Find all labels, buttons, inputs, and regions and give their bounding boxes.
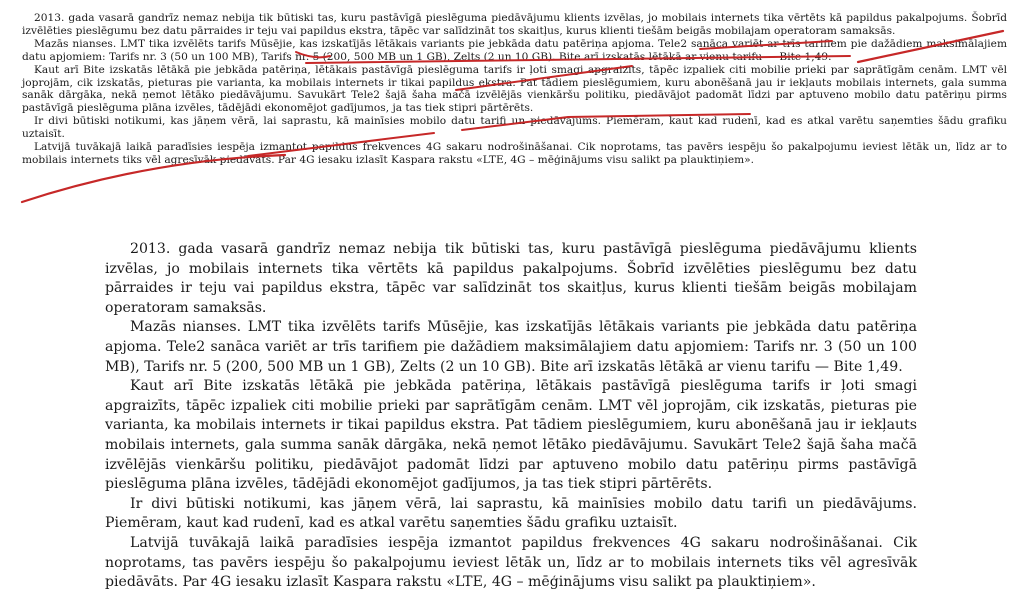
draft-paragraph-4: Ir divi būtiski notikumi, kas jāņem vērā, lai saprastu, kā mainīsies mobilo datu tarifi un piedāvājums. Piemēram, kaut kad rudenī, kad es atkal varētu saņemties šādu grafiku uztaisīt. bbox=[22, 115, 1007, 141]
article-body bbox=[105, 240, 917, 593]
draft-paragraph-5: Latvijā tuvākajā laikā paradīsies iespēja izmantot papildus frekvences 4G sakaru nodrošināšanai. Cik noprotams, tas pavērs iespēju šo pakalpojumu ieviest lētāk un, līdz ar to mobilais internets tiks vēl agresīvāk piedāvāts. Par 4G iesaku izlasīt Kaspara rakstu «LTE, 4G – mēģinājums visu salikt pa plauktiņiem». bbox=[22, 141, 1007, 166]
article-paragraph-2: Mazās nianses. LMT tika izvēlēts tarifs Mūsējie, kas izskatījās lētākais variants pie jebkāda datu patēriņa apjoma. Tele2 sanāca variēt ar trīs tarifiem pie dažādiem maksimālajiem datu apjomiem: Tarifs nr. 3 (50 un 100 MB), Tarifs nr. 5 (200, 500 MB un 1 GB), Zelts (2 un 10 GB). Bite arī izskatās lētākā ar vienu tarifu — Bite 1,49. bbox=[105, 319, 917, 375]
draft-paragraph-1: 2013. gada vasarā gandrīz nemaz nebija tik būtiski tas, kuru pastāvīgā pieslēguma piedāvājumu klients izvēlas, jo mobilais internets tika vērtēts kā papildus pakalpojums. Šobrīd izvēlēties pieslēgumu bez datu pārraides ir teju vai papildus ekstra, tāpēc var salīdzināt tos skaitļus, kurus klienti tiešām beigās mobilajam operatoram samaksās. bbox=[22, 12, 1007, 37]
article-paragraph-3: Kaut arī Bite izskatās lētākā pie jebkāda patēriņa, lētākais pastāvīgā pieslēguma tarifs ir ļoti smagi apgraizīts, tāpēc izpaliek citi mobilie prieki par saprātīgām cenām. LMT vēl joprojām, cik izskatās, pieturas pie varianta, ka mobilais internets ir tikai papildus ekstra. Pat tādiem pieslēgumiem, kuru abonēšanā jau ir iekļauts mobilais internets, gala summa sanāk dārgāka, nekā ņemot lētāko piedāvājumu. Savukārt Tele2 šajā šaha mačā izvēlējās vienkāršu politiku, piedāvājot padomāt līdzi par aptuveno mobilo datu patēriņu pirms pastāvīgā pieslēguma plāna izvēles, tādējādi ekonomējot gadījumos, ja tas tiek stipri pārtērēts. bbox=[105, 378, 917, 493]
article-paragraph-5: Latvijā tuvākajā laikā paradīsies iespēja izmantot papildus frekvences 4G sakaru nodrošināšanai. Cik noprotams, tas pavērs iespēju šo pakalpojumu ieviest lētāk un, līdz ar to mobilais internets tiks vēl agresīvāk piedāvāts. Par 4G iesaku izlasīt Kaspara rakstu «LTE, 4G – mēģinājums visu salikt pa plauktiņiem». bbox=[105, 534, 917, 591]
article-paragraph-1: 2013. gada vasarā gandrīz nemaz nebija tik būtiski tas, kuru pastāvīgā pieslēguma piedāvājumu klients izvēlas, jo mobilais internets tika vērtēts kā papildus pakalpojums. Šobrīd izvēlēties pieslēgumu bez datu pārraides ir teju vai papildus ekstra, tāpēc var salīdzināt tos skaitļus, kurus klienti tiešām beigās mobilajam operatoram samaksās. bbox=[105, 241, 917, 316]
draft-paragraph-3: Kaut arī Bite izskatās lētākā pie jebkāda patēriņa, lētākais pastāvīgā pieslēguma tarifs ir ļoti smagi apgraizīts, tāpēc izpaliek citi mobilie prieki par saprātīgām cenām. LMT vēl joprojām, cik izskatās, pieturas pie varianta, ka mobilais internets ir tikai papildus ekstra. Pat tādiem pieslēgumiem, kuru abonēšanā jau ir iekļauts mobilais internets, gala summa sanāk dārgāka, nekā ņemot lētāko piedāvājumu. Savukārt Tele2 šajā šaha mačā izvēlējās vienkāršu politiku, piedāvājot padomāt līdzi par aptuveno mobilo datu patēriņu pirms pastāvīgā pieslēguma plāna izvēles, tādējādi ekonomējot gadījumos, ja tas tiek stipri pārtērēts. bbox=[22, 63, 1007, 115]
struck-through-draft-text bbox=[22, 12, 1007, 167]
draft-paragraph-2: Mazās nianses. LMT tika izvēlēts tarifs Mūsējie, kas izskatījās lētākais variants pie jebkāda datu patēriņa apjoma. Tele2 sanāca variēt ar trīs tarifiem pie dažādiem maksimālajiem datu apjomiem: Tarifs nr. 3 (50 un 100 MB), Tarifs nr. 5 (200, 500 MB un 1 GB), Zelts (2 un 10 GB). Bite arī izskatās lētākā ar vienu tarifu — Bite 1,49. bbox=[22, 37, 1007, 63]
article-paragraph-4: Ir divi būtiski notikumi, kas jāņem vērā, lai saprastu, kā mainīsies mobilo datu tarifi un piedāvājums. Piemēram, kaut kad rudenī, kad es atkal varētu saņemties šādu grafiku uztaisīt. bbox=[105, 495, 917, 532]
